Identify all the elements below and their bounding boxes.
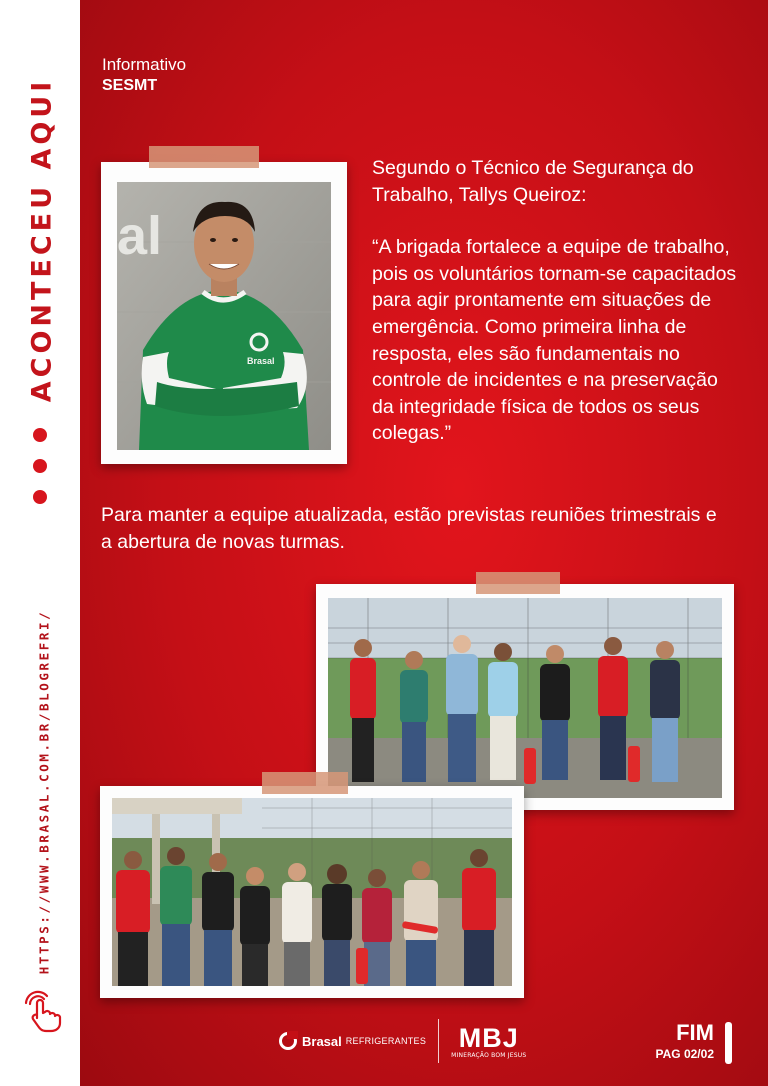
tape-decoration [262, 772, 348, 794]
logo-divider [438, 1019, 439, 1063]
brasal-logo-icon [278, 1031, 298, 1051]
header-label: Informativo [102, 55, 187, 74]
dot-icon [33, 459, 47, 473]
page-header [102, 55, 186, 95]
mbj-logo-subtitle: MINERAÇÃO BOM JESUS [451, 1051, 527, 1059]
dots-decoration [33, 428, 49, 521]
header-department: SESMT [102, 77, 158, 94]
quote-text: “A brigada fortalece a equipe de trabalho, pois os voluntários tornam-se capacitados para agir prontamente em situações de emergência. Como primeira linha de resposta, eles são fundamentais no controle de incidentes e na preservação da integridade física de todos os seus colegas.” [372, 236, 737, 445]
group-photo-1 [328, 598, 722, 798]
main-content [80, 0, 768, 1086]
mbj-logo [451, 1024, 526, 1059]
dot-icon [33, 428, 47, 442]
section-title: ACONTECEU AQUI [26, 77, 58, 403]
footer-logos [278, 1018, 526, 1064]
wall-letters: al [117, 206, 163, 266]
dot-icon [33, 490, 47, 504]
note-text: Para manter a equipe atualizada, estão previstas reuniões trimestrais e a abertura de novas turmas. [101, 504, 717, 553]
mbj-logo-text: MBJ [458, 1022, 519, 1053]
portrait-photo [117, 182, 331, 450]
brasal-logo-suffix: REFRIGERANTES [345, 1036, 427, 1046]
tape-decoration [476, 572, 560, 594]
sidebar [0, 0, 80, 1086]
group-photo-2 [112, 798, 512, 986]
brasal-logo-bold: Brasal [302, 1033, 342, 1049]
quote-intro: Segundo o Técnico de Segurança do Trabalho, Tallys Queiroz: [372, 157, 694, 206]
page-end-marker [656, 1022, 714, 1061]
group-photo-frame-2 [100, 786, 524, 998]
fim-label: FIM [676, 1020, 714, 1045]
shirt-logo-text: Brasal [247, 356, 275, 366]
portrait-photo-frame [101, 162, 347, 464]
fim-bar-decoration [725, 1022, 732, 1064]
tape-decoration [149, 146, 259, 168]
quote-section [372, 155, 742, 447]
brasal-logo [278, 1031, 426, 1051]
blog-link[interactable]: HTTPS://WWW.BRASAL.COM.BR/BLOGREFRI/ [36, 609, 52, 975]
group-photo-frame-1 [316, 584, 734, 810]
page-number: PAG 02/02 [655, 1047, 714, 1061]
hand-pointer-icon[interactable] [22, 990, 66, 1034]
